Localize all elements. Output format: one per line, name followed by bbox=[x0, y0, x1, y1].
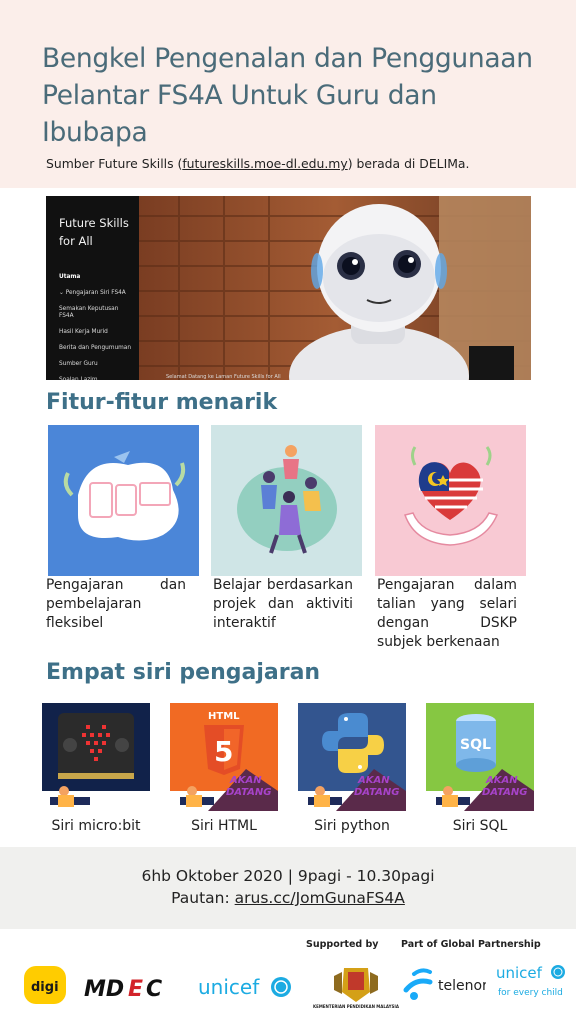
series-card-html[interactable] bbox=[170, 703, 278, 811]
svg-text:DATANG: DATANG bbox=[482, 787, 528, 798]
svg-text:DATANG: DATANG bbox=[354, 787, 400, 798]
platform-welcome: Selamat Datang ke Laman Future Skills for All bbox=[166, 374, 281, 380]
subtitle bbox=[46, 156, 469, 171]
menu-item-berita: Berita dan Pengumuman bbox=[59, 345, 132, 351]
page-title: Bengkel Pengenalan dan Penggunaan Pelantar FS4A Untuk Guru dan Ibubapa bbox=[42, 43, 533, 148]
series-label-microbit: Siri micro:bit bbox=[51, 818, 141, 834]
svg-text:C: C bbox=[146, 977, 163, 1001]
svg-text:SQL: SQL bbox=[460, 737, 491, 753]
futureskills-link[interactable]: futureskills.moe-dl.edu.my bbox=[182, 156, 348, 171]
coming-soon-badge-html: AKAN bbox=[230, 775, 262, 786]
series-label-python: Siri python bbox=[314, 818, 390, 834]
html5-illustration-icon bbox=[170, 703, 278, 811]
svg-text:MD: MD bbox=[84, 977, 125, 1001]
menu-item-pengajaran: ⌄ Pengajaran Siri FS4A bbox=[59, 290, 126, 296]
platform-sidebar bbox=[46, 196, 139, 380]
svg-text:unicef: unicef bbox=[496, 964, 542, 982]
partnership-label: Part of Global Partnership bbox=[401, 939, 541, 950]
svg-text:DATANG: DATANG bbox=[226, 787, 272, 798]
digi-logo bbox=[24, 966, 66, 1004]
malaysia-heart-hands-icon bbox=[375, 425, 526, 576]
unicef-for-every-child-logo bbox=[496, 962, 566, 1002]
subtitle-text-pre: Sumber Future Skills ( bbox=[46, 156, 183, 171]
platform-brand: Future Skills for All bbox=[59, 216, 129, 248]
coming-soon-badge-sql: AKAN bbox=[486, 775, 518, 786]
robot-photo bbox=[139, 196, 531, 380]
series-label-html: Siri HTML bbox=[191, 818, 257, 834]
event-link-label: Pautan: bbox=[171, 889, 235, 907]
svg-text:5: 5 bbox=[214, 735, 234, 768]
kpm-crest-logo bbox=[308, 962, 404, 1014]
menu-item-hasil: Hasil Kerja Murid bbox=[59, 329, 108, 335]
event-banner bbox=[0, 847, 576, 929]
series-card-python[interactable] bbox=[298, 703, 406, 811]
series-card-sql[interactable] bbox=[426, 703, 534, 811]
series-title: Empat siri pengajaran bbox=[46, 660, 321, 685]
platform-menu bbox=[59, 274, 131, 380]
features-title: Fitur-fitur menarik bbox=[46, 390, 278, 415]
feature-card-project bbox=[211, 425, 362, 576]
feature-text-project: Belajar berdasarkan projek dan aktiviti interaktif bbox=[213, 577, 353, 631]
platform-screenshot bbox=[46, 196, 531, 380]
event-datetime: 6hb Oktober 2020 | 9pagi - 10.30pagi bbox=[141, 867, 435, 885]
coming-soon-badge-python: AKAN bbox=[358, 775, 390, 786]
feature-card-flexible bbox=[48, 425, 199, 576]
python-illustration-icon bbox=[298, 703, 406, 811]
series-card-microbit[interactable] bbox=[42, 703, 150, 811]
menu-item-soalan: Soalan Lazim bbox=[59, 377, 98, 380]
supported-by-label: Supported by bbox=[306, 939, 379, 950]
mdec-logo bbox=[84, 975, 184, 1001]
svg-text:telenor: telenor bbox=[438, 978, 486, 994]
svg-text:unicef: unicef bbox=[198, 975, 260, 999]
feature-card-dskp bbox=[375, 425, 526, 576]
svg-text:HTML: HTML bbox=[208, 711, 240, 722]
devices-illustration-icon bbox=[48, 425, 199, 576]
microbit-illustration-icon bbox=[42, 703, 150, 811]
feature-text-dskp: Pengajaran dalam talian yang selari dengan DSKP subjek berkenaan bbox=[377, 577, 517, 650]
series-label-sql: Siri SQL bbox=[452, 818, 508, 834]
menu-item-utama: Utama bbox=[59, 274, 81, 280]
teamwork-illustration-icon bbox=[211, 425, 362, 576]
menu-item-sumber: Sumber Guru bbox=[59, 361, 98, 367]
event-link[interactable]: arus.cc/JomGunaFS4A bbox=[234, 889, 405, 907]
menu-item-semakan: Semakan Keputusan FS4A bbox=[59, 306, 119, 319]
subtitle-text-post: ) berada di DELIMa. bbox=[347, 156, 470, 171]
telenor-logo bbox=[402, 968, 486, 1002]
event-link-line bbox=[0, 889, 576, 907]
sql-database-illustration-icon bbox=[426, 703, 534, 811]
svg-text:for every child: for every child bbox=[498, 988, 563, 998]
unicef-logo bbox=[198, 972, 294, 1002]
kpm-label: KEMENTERIAN PENDIDIKAN MALAYSIA bbox=[312, 1004, 400, 1009]
svg-text:digi: digi bbox=[31, 980, 59, 995]
svg-text:E: E bbox=[128, 977, 144, 1001]
feature-text-flexible: Pengajaran dan pembelajaran fleksibel bbox=[46, 577, 186, 631]
